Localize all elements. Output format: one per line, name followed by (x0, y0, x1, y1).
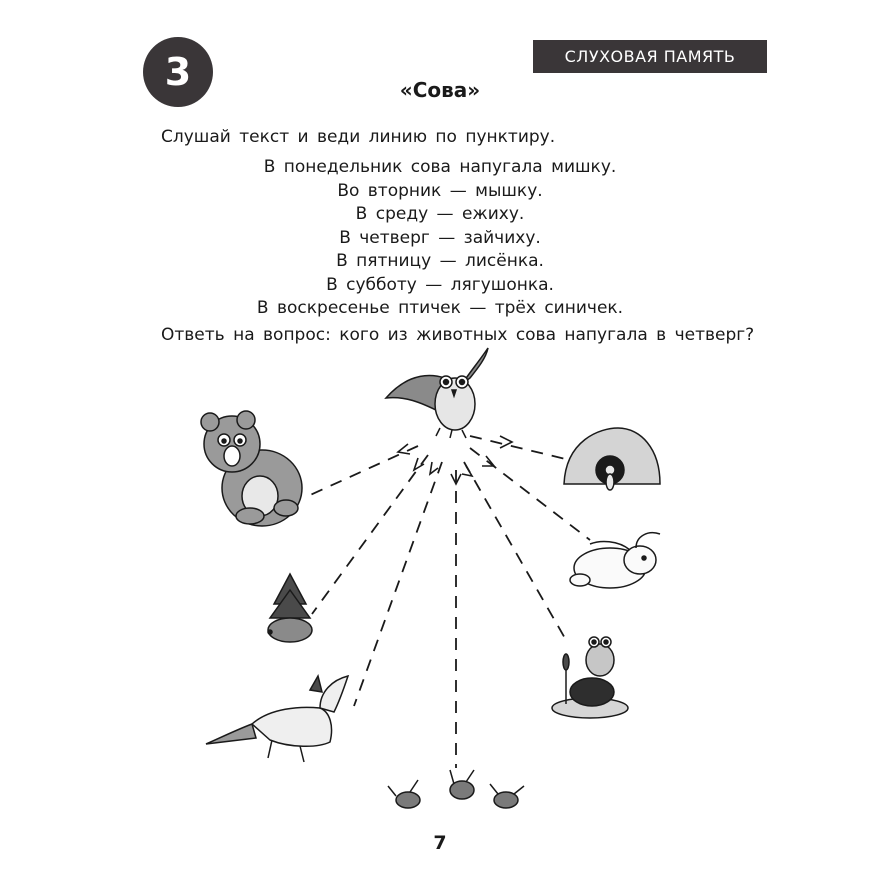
arrow-icon (430, 462, 438, 474)
poem-line: В четверг — зайчиху. (339, 227, 541, 248)
poem-line: В пятницу — лисёнка. (336, 251, 544, 271)
arrow-heads (398, 436, 512, 484)
hedgehog-illustration (268, 574, 312, 642)
fox-illustration (206, 676, 348, 762)
page-title: «Сова» (399, 78, 481, 102)
owl-illustration (386, 348, 488, 438)
path-to-frog[interactable] (464, 462, 566, 640)
arrow-icon (414, 458, 424, 470)
question-text: Ответь на вопрос: кого из животных сова напугала в четверг? (161, 325, 755, 345)
page-number: 7 (433, 832, 447, 854)
path-to-fox[interactable] (354, 462, 442, 706)
path-to-hedgehog[interactable] (312, 455, 428, 614)
bear-illustration (201, 411, 302, 526)
poem-line: В воскресенье птичек — трёх синичек. (256, 298, 624, 318)
birds-illustration (388, 770, 524, 808)
section-label: СЛУХОВАЯ ПАМЯТЬ (564, 47, 736, 66)
arrow-icon (462, 466, 472, 476)
path-to-bear[interactable] (308, 446, 418, 496)
poem-line: В понедельник сова напугала мишку. (263, 157, 617, 177)
exercise-number: 3 (164, 50, 192, 94)
poem-line: В субботу — лягушонка. (326, 274, 554, 295)
frog-illustration (552, 637, 628, 718)
mouse-illustration (564, 428, 660, 490)
poem-line: Во вторник — мышку. (337, 180, 543, 201)
arrow-icon (500, 436, 512, 448)
instruction-text: Слушай текст и веди линию по пунктиру. (161, 127, 556, 147)
arrow-icon (398, 444, 410, 454)
tracing-paths (308, 436, 590, 768)
hare-illustration (570, 533, 660, 588)
poem-line: В среду — ежиху. (355, 204, 525, 224)
path-to-mouse[interactable] (470, 436, 578, 462)
